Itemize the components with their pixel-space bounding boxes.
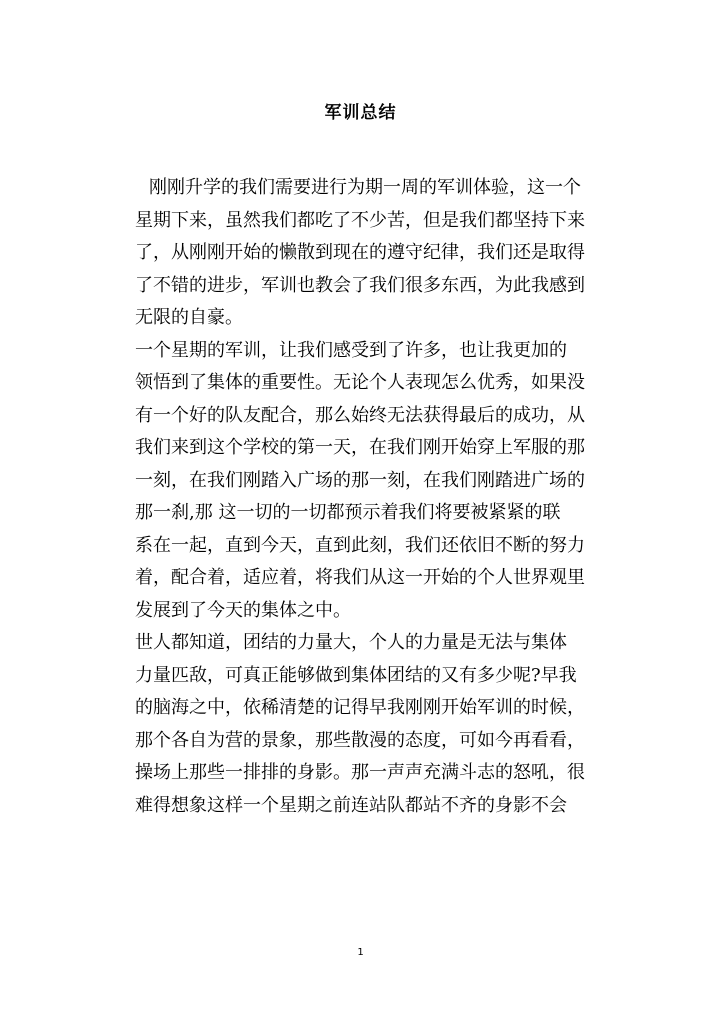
text-line: 有一个好的队友配合，那么始终无法获得最后的成功，从 [135, 404, 585, 426]
text-line: 无限的自豪。 [135, 307, 243, 328]
document-title: 军训总结 [324, 103, 397, 123]
text-line: 着，配合着，适应着，将我们从这一开始的个人世界观里 [135, 567, 585, 588]
text-line: 世人都知道，团结的力量大，个人的力量是无法与集体 [135, 632, 567, 653]
text-line: 了不错的进步，军训也教会了我们很多东西，为此我感到 [135, 274, 585, 296]
text-line: 那个各自为营的景象，那些散漫的态度，可如今再看看， [135, 729, 585, 751]
text-line: 难得想象这样一个星期之前连站队都站不齐的身影不会 [135, 794, 567, 816]
text-line: 的脑海之中，依稀清楚的记得早我刚刚开始军训的时候， [135, 697, 585, 718]
text-line: 星期下来，虽然我们都吃了不少苦，但是我们都坚持下来 [135, 209, 585, 231]
page-number: 1 [357, 947, 364, 958]
text-line: 一刻，在我们刚踏入广场的那一刻，在我们刚踏进广场的 [135, 469, 585, 491]
text-line: 了，从刚刚开始的懒散到现在的遵守纪律，我们还是取得 [135, 242, 585, 263]
text-line: 刚刚升学的我们需要进行为期一周的军训体验，这一个 [149, 177, 581, 198]
text-line: 一个星期的军训，让我们感受到了许多，也让我更加的 [135, 339, 567, 361]
text-line: 力量匹敌，可真正能够做到集体团结的又有多少呢?早我 [135, 664, 577, 686]
document-body [135, 172, 610, 822]
text-line: 系在一起，直到今天，直到此刻，我们还依旧不断的努力 [135, 534, 585, 556]
text-line: 发展到了今天的集体之中。 [135, 599, 351, 621]
text-line: 那一刹,那 这一切的一切都预示着我们将要被紧紧的联 [135, 502, 561, 523]
text-line: 我们来到这个学校的第一天，在我们刚开始穿上军服的那 [135, 437, 585, 458]
text-line: 操场上那些一排排的身影。那一声声充满斗志的怒吼，很 [135, 762, 585, 783]
text-line: 领悟到了集体的重要性。无论个人表现怎么优秀，如果没 [135, 372, 585, 393]
